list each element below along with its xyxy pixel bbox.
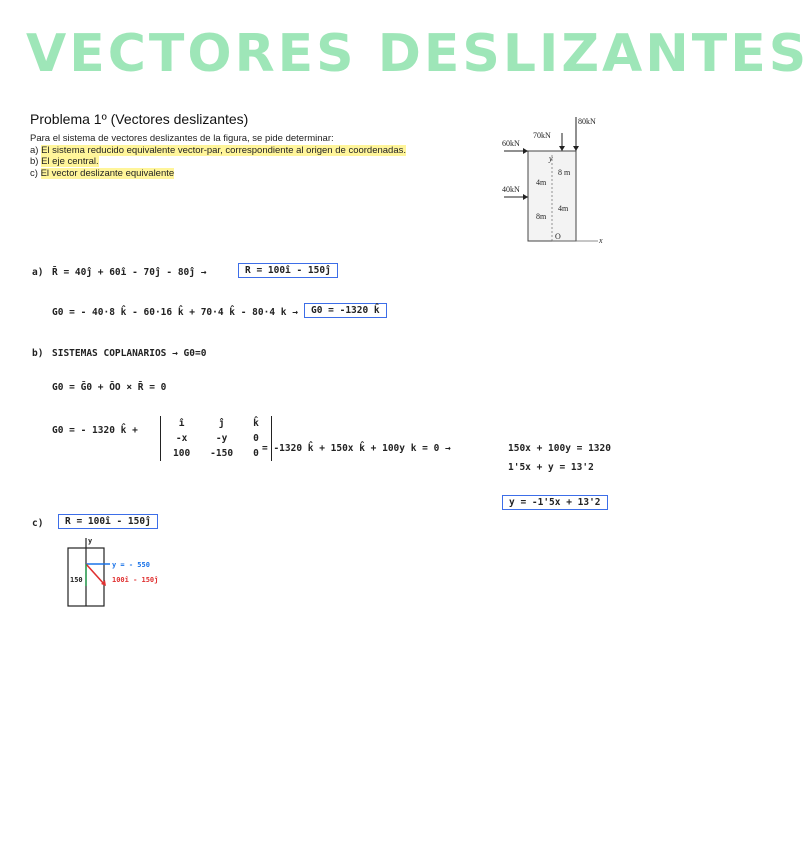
determinant: [160, 416, 272, 461]
problem-item-a: a) El sistema reducido equivalente vector-par, correspondiente al origen de coordenadas.: [30, 144, 407, 156]
section-b-line3-lhs: G0 = - 1320 k̂ +: [52, 425, 138, 436]
origin-label: O: [555, 232, 561, 241]
sliding-vector-box: R = 100î - 150ĵ: [58, 514, 158, 529]
equation-result-1: 150x + 100y = 1320: [508, 443, 611, 454]
equation-result-2: 1'5x + y = 13'2: [508, 462, 594, 473]
highlight: El eje central.: [41, 156, 99, 167]
force-label: 60kN: [502, 139, 520, 148]
problem-intro: Para el sistema de vectores deslizantes de la figura, se pide determinar:: [30, 133, 334, 144]
section-b-line1: SISTEMAS COPLANARIOS → G0=0: [52, 348, 207, 359]
page-title: VECTORES DESLIZANTES: [26, 24, 809, 84]
sketch-red-vector: [86, 564, 104, 584]
dim-label: 4m: [536, 178, 547, 187]
axis-label: y: [549, 154, 553, 163]
sketch-label-150: 150: [70, 576, 83, 584]
section-a-line1: R̄ = 40ĵ + 60î - 70ĵ - 80ĵ →: [52, 267, 207, 278]
sketch-blue-label: y = - 550: [112, 561, 150, 569]
highlight: El vector deslizante equivalente: [40, 167, 175, 179]
dim-label: 4m: [558, 204, 569, 213]
arrow-head-icon: [573, 146, 579, 151]
section-b-label: b): [32, 348, 44, 359]
problem-item-c: c) El vector deslizante equivalente: [30, 167, 175, 179]
sketch-red-label: 100î - 150ĵ: [112, 576, 159, 584]
arrow-head-icon: [559, 146, 565, 151]
arrow-head-icon: [523, 194, 528, 200]
force-label: 80kN: [578, 117, 596, 126]
section-a-label: a): [32, 267, 44, 278]
problem-title: Problema 1º (Vectores deslizantes): [30, 111, 249, 127]
dim-label: 8m: [536, 212, 547, 221]
arrow-head-icon: [523, 148, 528, 154]
result-box-r: R = 100î - 150ĵ: [238, 263, 338, 278]
problem-statement: [30, 133, 406, 179]
vector-sketch: [60, 534, 200, 610]
determinant-table: î ĵ k̂ -x -y 0 100 -150 0: [173, 418, 259, 459]
axis-label: x: [599, 236, 603, 245]
central-axis-box: y = -1'5x + 13'2: [502, 495, 608, 510]
section-b-line3-rhs: = -1320 k̂ + 150x k̂ + 100y k = 0 →: [262, 443, 451, 454]
force-label: 70kN: [533, 131, 551, 140]
problem-item-b: b) El eje central.: [30, 156, 99, 167]
force-diagram: [500, 115, 610, 247]
section-a-line2: G0 = - 40·8 k̂ - 60·16 k̂ + 70·4 k̂ - 80·4 k →: [52, 307, 298, 318]
result-box-g0: G0 = -1320 k̂: [304, 303, 387, 318]
section-b-line2: G0 = Ḡ0 + ŌO × R̄ = 0: [52, 382, 167, 393]
section-c-label: c): [32, 518, 44, 529]
dim-label: 8 m: [558, 168, 571, 177]
force-label: 40kN: [502, 185, 520, 194]
sketch-axis-label: y: [88, 537, 93, 545]
highlight: El sistema reducido equivalente vector-par, correspondiente al origen de coordenadas.: [41, 144, 407, 156]
